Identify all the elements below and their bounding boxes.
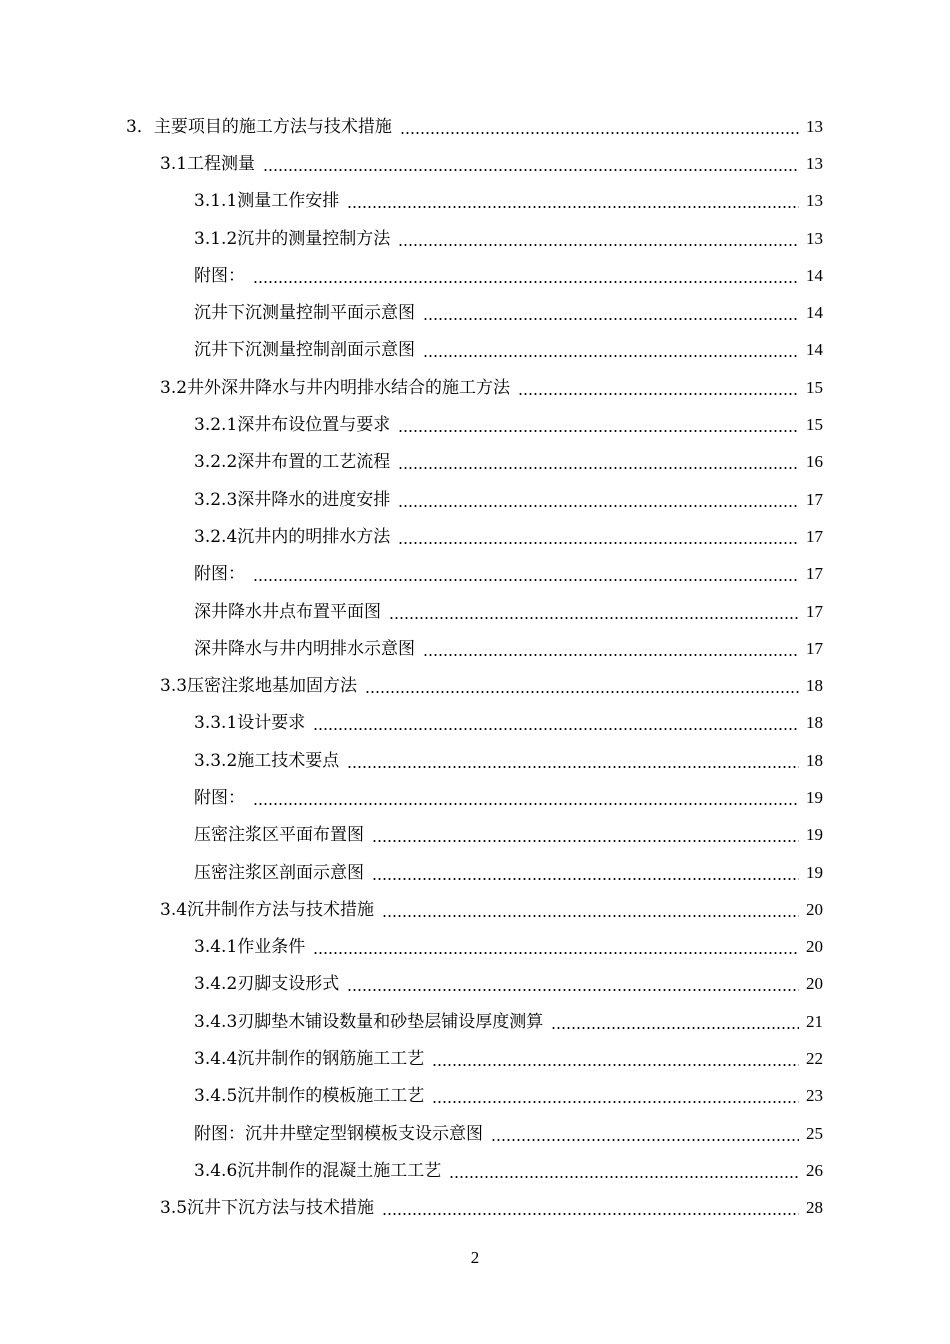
toc-entry[interactable] xyxy=(0,1040,950,1077)
toc-entry-page-number: 18 xyxy=(806,713,823,733)
toc-entry-page-number: 18 xyxy=(806,750,823,770)
toc-entry[interactable] xyxy=(0,817,950,854)
toc-dot-leader xyxy=(398,244,799,246)
toc-dot-leader xyxy=(423,318,799,320)
toc-dot-leader xyxy=(398,505,799,507)
toc-dot-leader xyxy=(398,467,799,469)
toc-entry-page-number: 17 xyxy=(806,489,823,509)
toc-entry-title: 3．主要项目的施工方法与技术措施 xyxy=(126,116,392,137)
toc-entry-page-number: 13 xyxy=(806,228,823,248)
toc-entry[interactable] xyxy=(0,966,950,1003)
toc-entry-page-number: 14 xyxy=(806,265,823,285)
toc-entry[interactable] xyxy=(0,183,950,220)
toc-dot-leader xyxy=(491,1139,799,1141)
toc-entry[interactable] xyxy=(0,294,950,331)
toc-entry-page-number: 23 xyxy=(806,1086,823,1106)
toc-entry-page-number: 20 xyxy=(806,899,823,919)
toc-entry[interactable] xyxy=(0,1115,950,1152)
toc-entry-page-number: 20 xyxy=(806,937,823,957)
toc-entry-page-number: 19 xyxy=(806,825,823,845)
toc-entry-title: 3.3.1设计要求 xyxy=(194,713,306,734)
toc-entry-title: 压密注浆区剖面示意图 xyxy=(194,862,364,883)
toc-entry-title: 3.1.1测量工作安排 xyxy=(194,191,340,212)
toc-entry-title: 3.4.2刃脚支设形式 xyxy=(194,974,340,995)
toc-dot-leader xyxy=(423,355,799,357)
toc-dot-leader xyxy=(347,766,799,768)
toc-entry[interactable] xyxy=(0,108,950,145)
toc-entry-page-number: 17 xyxy=(806,601,823,621)
toc-entry[interactable] xyxy=(0,667,950,704)
toc-entry-title: 3.4.4沉井制作的钢筋施工工艺 xyxy=(194,1049,425,1070)
toc-entry[interactable] xyxy=(0,1190,950,1227)
toc-dot-leader xyxy=(518,393,799,395)
toc-dot-leader xyxy=(432,1101,799,1103)
toc-entry-title: 3.2.2深井布置的工艺流程 xyxy=(194,452,391,473)
toc-dot-leader xyxy=(263,169,799,171)
toc-dot-leader xyxy=(423,654,799,656)
toc-dot-leader xyxy=(551,1027,799,1029)
toc-entry-title: 3.1.2沉井的测量控制方法 xyxy=(194,228,391,249)
toc-entry-title: 3.3.2施工技术要点 xyxy=(194,750,340,771)
toc-entry[interactable] xyxy=(0,929,950,966)
toc-entry-page-number: 15 xyxy=(806,377,823,397)
toc-entry-title: 附图： xyxy=(194,265,245,286)
toc-entry[interactable] xyxy=(0,1003,950,1040)
toc-dot-leader xyxy=(365,691,799,693)
toc-entry-title: 3.2井外深井降水与井内明排水结合的施工方法 xyxy=(160,377,511,398)
toc-entry[interactable] xyxy=(0,332,950,369)
toc-entry[interactable] xyxy=(0,220,950,257)
toc-entry[interactable] xyxy=(0,481,950,518)
toc-entry-page-number: 17 xyxy=(806,564,823,584)
toc-entry-title: 沉井下沉测量控制平面示意图 xyxy=(194,303,415,324)
toc-entry[interactable] xyxy=(0,257,950,294)
toc-entry-page-number: 13 xyxy=(806,153,823,173)
toc-entry-page-number: 21 xyxy=(806,1011,823,1031)
toc-entry-page-number: 16 xyxy=(806,452,823,472)
toc-entry[interactable] xyxy=(0,369,950,406)
toc-entry-page-number: 19 xyxy=(806,862,823,882)
toc-entry-title: 深井降水井点布置平面图 xyxy=(194,601,381,622)
toc-entry-title: 3.2.4沉井内的明排水方法 xyxy=(194,526,391,547)
toc-entry[interactable] xyxy=(0,705,950,742)
toc-dot-leader xyxy=(313,952,799,954)
toc-entry-title: 附图：沉井井壁定型钢模板支设示意图 xyxy=(194,1123,483,1144)
toc-entry[interactable] xyxy=(0,742,950,779)
toc-dot-leader xyxy=(253,579,799,581)
toc-dot-leader xyxy=(253,803,799,805)
toc-entry-title: 3.4.5沉井制作的模板施工工艺 xyxy=(194,1086,425,1107)
toc-entry[interactable] xyxy=(0,145,950,182)
toc-entry-title: 附图： xyxy=(194,564,245,585)
toc-dot-leader xyxy=(313,728,799,730)
toc-entry-title: 3.3压密注浆地基加固方法 xyxy=(160,676,358,697)
toc-entry-title: 3.2.3深井降水的进度安排 xyxy=(194,489,391,510)
toc-entry-page-number: 20 xyxy=(806,974,823,994)
toc-dot-leader xyxy=(347,206,799,208)
toc-entry-page-number: 14 xyxy=(806,303,823,323)
toc-entry-title: 深井降水与井内明排水示意图 xyxy=(194,638,415,659)
toc-entry[interactable] xyxy=(0,518,950,555)
toc-dot-leader xyxy=(432,1064,799,1066)
toc-entry[interactable] xyxy=(0,593,950,630)
toc-entry-title: 3.5沉井下沉方法与技术措施 xyxy=(160,1198,375,1219)
toc-dot-leader xyxy=(253,281,799,283)
toc-entry-page-number: 25 xyxy=(806,1123,823,1143)
toc-entry[interactable] xyxy=(0,891,950,928)
toc-entry[interactable] xyxy=(0,854,950,891)
toc-entry[interactable] xyxy=(0,1078,950,1115)
toc-entry-page-number: 17 xyxy=(806,526,823,546)
toc-entry-page-number: 28 xyxy=(806,1198,823,1218)
toc-entry-title: 3.4.1作业条件 xyxy=(194,937,306,958)
toc-entry[interactable] xyxy=(0,779,950,816)
toc-entry[interactable] xyxy=(0,1152,950,1189)
toc-entry-title: 沉井下沉测量控制剖面示意图 xyxy=(194,340,415,361)
toc-dot-leader xyxy=(382,1213,799,1215)
toc-dot-leader xyxy=(389,617,799,619)
page-number: 2 xyxy=(470,1248,480,1267)
toc-entry-page-number: 19 xyxy=(806,787,823,807)
toc-entry-title: 3.4.6沉井制作的混凝土施工工艺 xyxy=(194,1160,442,1181)
toc-entry[interactable] xyxy=(0,444,950,481)
toc-entry-title: 附图： xyxy=(194,787,245,808)
toc-dot-leader xyxy=(372,840,799,842)
toc-entry-page-number: 13 xyxy=(806,191,823,211)
toc-entry-page-number: 18 xyxy=(806,676,823,696)
toc-dot-leader xyxy=(398,430,799,432)
toc-dot-leader xyxy=(449,1176,799,1178)
toc-entry-title: 3.1工程测量 xyxy=(160,153,256,174)
toc-entry-title: 3.4沉井制作方法与技术措施 xyxy=(160,899,375,920)
toc-entry-title: 压密注浆区平面布置图 xyxy=(194,825,364,846)
toc-entry-page-number: 26 xyxy=(806,1160,823,1180)
toc-entry-page-number: 13 xyxy=(806,116,823,136)
toc-entry-page-number: 22 xyxy=(806,1049,823,1069)
toc-entry[interactable] xyxy=(0,556,950,593)
toc-entry[interactable] xyxy=(0,406,950,443)
toc-dot-leader xyxy=(400,132,799,134)
toc-dot-leader xyxy=(382,915,799,917)
toc-entry[interactable] xyxy=(0,630,950,667)
toc-dot-leader xyxy=(398,542,799,544)
toc-entry-page-number: 14 xyxy=(806,340,823,360)
toc-entry-page-number: 17 xyxy=(806,638,823,658)
toc-entry-title: 3.2.1深井布设位置与要求 xyxy=(194,415,391,436)
toc-entry-title: 3.4.3刃脚垫木铺设数量和砂垫层铺设厚度测算 xyxy=(194,1011,544,1032)
toc-entry-page-number: 15 xyxy=(806,415,823,435)
table-of-contents xyxy=(0,108,950,1227)
toc-dot-leader xyxy=(347,989,799,991)
toc-dot-leader xyxy=(372,878,799,880)
